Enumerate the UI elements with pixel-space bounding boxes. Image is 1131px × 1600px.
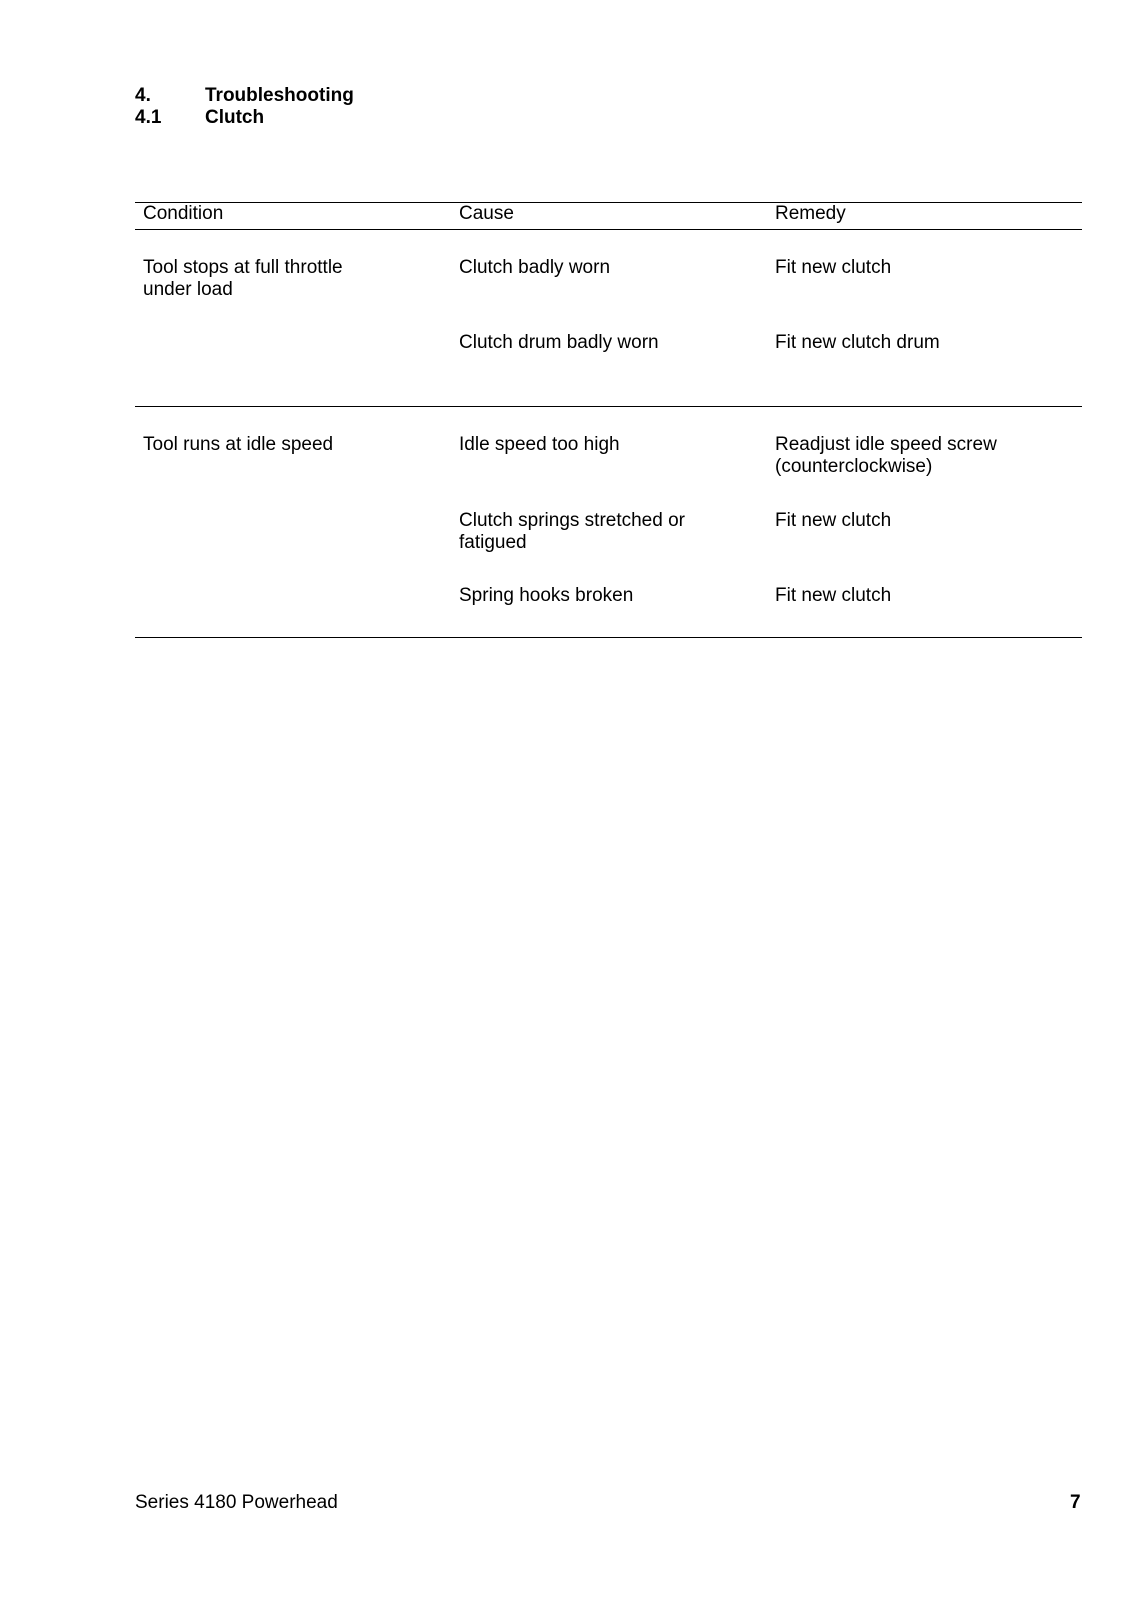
- footer-document-title: Series 4180 Powerhead: [135, 1492, 338, 1513]
- section-title: Troubleshooting: [205, 85, 354, 106]
- page-number: 7: [1070, 1492, 1081, 1513]
- cause-cell: Idle speed too high: [459, 434, 620, 455]
- cause-cell: Clutch badly worn: [459, 257, 611, 278]
- remedy-cell: Fit new clutch: [775, 257, 892, 278]
- column-header-condition: Condition: [143, 203, 224, 224]
- remedy-cell: Fit new clutch: [775, 585, 892, 606]
- column-header-remedy: Remedy: [775, 203, 846, 224]
- remedy-cell: Fit new clutch drum: [775, 332, 940, 353]
- table-bottom-rule: [135, 637, 1082, 638]
- section-number: 4.: [135, 85, 151, 106]
- cause-cell: Clutch springs stretched or fatigued: [459, 510, 685, 553]
- condition-cell: Tool stops at full throttle under load: [143, 257, 343, 300]
- cause-cell: Clutch drum badly worn: [459, 332, 659, 353]
- remedy-cell: Readjust idle speed screw (counterclockwise): [775, 434, 997, 477]
- subsection-number: 4.1: [135, 107, 162, 128]
- subsection-title: Clutch: [205, 107, 265, 128]
- header-bottom-rule: [135, 229, 1082, 230]
- condition-cell: Tool runs at idle speed: [143, 434, 334, 455]
- group-separator-rule: [135, 406, 1082, 407]
- cause-cell: Spring hooks broken: [459, 585, 634, 606]
- column-header-cause: Cause: [459, 203, 514, 224]
- remedy-cell: Fit new clutch: [775, 510, 892, 531]
